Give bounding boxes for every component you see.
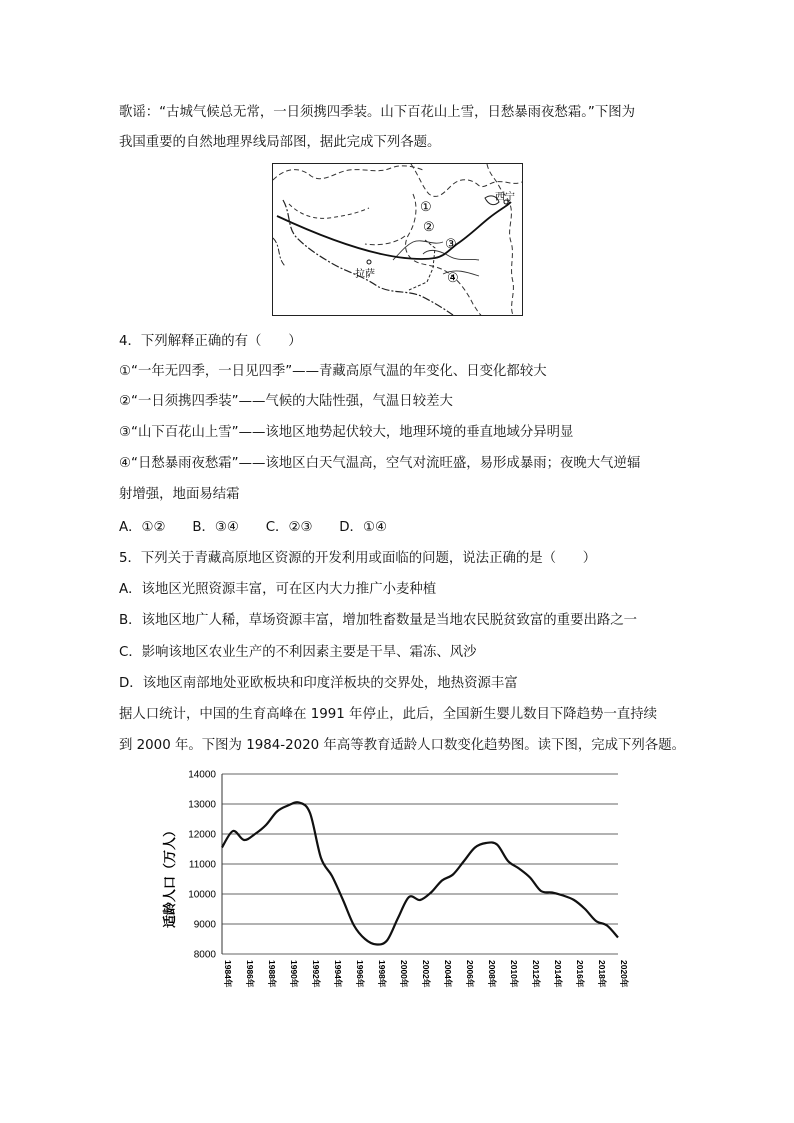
y-tick-label: 13000 bbox=[188, 799, 216, 811]
marker-2: ② bbox=[423, 219, 435, 234]
x-tick-label: 2014年 bbox=[553, 960, 563, 988]
x-tick-label: 2008年 bbox=[487, 960, 497, 988]
intro-line-2: 我国重要的自然地理界线局部图，据此完成下列各题。 bbox=[119, 135, 441, 150]
x-tick-label: 2020年 bbox=[619, 960, 629, 988]
x-tick-label: 2004年 bbox=[443, 960, 453, 988]
intro-line-1: 歌谣：“古城气候总无常，一日须携四季装。山下百花山上雪，日愁暴雨夜愁霜。”下图为 bbox=[119, 105, 636, 120]
y-tick-label: 10000 bbox=[188, 889, 216, 901]
q4-statement-4-cont: 射增强，地面易结霜 bbox=[119, 487, 240, 502]
x-tick-label: 1984年 bbox=[223, 960, 233, 988]
x-tick-label: 2006年 bbox=[465, 960, 475, 988]
chart-svg bbox=[160, 764, 630, 1004]
x-tick-label: 2012年 bbox=[531, 960, 541, 988]
q5-stem: 5．下列关于青藏高原地区资源的开发利用或面临的问题，说法正确的是（ ） bbox=[119, 551, 597, 566]
intro2-line-2: 到 2000 年。下图为 1984-2020 年高等教育适龄人口数变化趋势图。读下图，完成下列各题。 bbox=[119, 738, 685, 753]
x-tick-label: 2000年 bbox=[399, 960, 409, 988]
lhasa-dot bbox=[367, 260, 371, 264]
city-xining: 西宁 bbox=[495, 192, 515, 203]
q5-option-a: A．该地区光照资源丰富，可在区内大力推广小麦种植 bbox=[119, 582, 437, 597]
y-tick-label: 12000 bbox=[188, 829, 216, 841]
population-chart bbox=[160, 764, 630, 1004]
x-tick-label: 2016年 bbox=[575, 960, 585, 988]
border-line bbox=[273, 166, 423, 180]
series-line bbox=[222, 802, 618, 944]
country-border bbox=[273, 238, 285, 266]
x-tick-label: 1992年 bbox=[311, 960, 321, 988]
x-tick-label: 1996年 bbox=[355, 960, 365, 988]
q4-statement-1: ①“一年无四季，一日见四季”——青藏高原气温的年变化、日变化都较大 bbox=[119, 364, 547, 379]
x-tick-label: 1990年 bbox=[289, 960, 299, 988]
map-drawing bbox=[273, 164, 522, 315]
q4-options: A．①② B．③④ C．②③ D．①④ bbox=[119, 520, 387, 535]
q5-option-d: D．该地区南部地处亚欧板块和印度洋板块的交界处，地热资源丰富 bbox=[119, 676, 518, 691]
marker-1: ① bbox=[420, 199, 432, 214]
x-tick-label: 1994年 bbox=[333, 960, 343, 988]
q4-stem: 4．下列解释正确的有（ ） bbox=[119, 334, 302, 349]
marker-4: ④ bbox=[447, 270, 459, 285]
city-lhasa: 拉萨 bbox=[355, 269, 375, 280]
dashed-route bbox=[409, 240, 435, 290]
country-border bbox=[283, 200, 453, 315]
border-line bbox=[289, 204, 369, 218]
x-tick-label: 1998年 bbox=[377, 960, 387, 988]
border-line bbox=[487, 164, 513, 315]
x-tick-label: 2018年 bbox=[597, 960, 607, 988]
q4-statement-3: ③“山下百花山上雪”——该地区地势起伏较大，地理环境的垂直地域分异明显 bbox=[119, 425, 574, 440]
border-line bbox=[365, 236, 405, 245]
x-tick-label: 2010年 bbox=[509, 960, 519, 988]
marker-3: ③ bbox=[445, 236, 457, 251]
boundary-map bbox=[272, 163, 523, 316]
q4-statement-2: ②“一日须携四季装”——气候的大陆性强，气温日较差大 bbox=[119, 394, 453, 409]
x-tick-label: 2002年 bbox=[421, 960, 431, 988]
y-axis-label: 适龄人口（万人） bbox=[162, 823, 177, 929]
intro2-line-1: 据人口统计，中国的生育高峰在 1991 年停止，此后，全国新生婴儿数目下降趋势一直持续 bbox=[119, 707, 658, 722]
y-tick-label: 11000 bbox=[188, 859, 216, 871]
q5-option-c: C．影响该地区农业生产的不利因素主要是干旱、霜冻、风沙 bbox=[119, 645, 477, 660]
y-tick-label: 14000 bbox=[188, 769, 216, 781]
q5-option-b: B．该地区地广人稀，草场资源丰富，增加牲畜数量是当地农民脱贫致富的重要出路之一 bbox=[119, 613, 638, 628]
x-tick-label: 1986年 bbox=[245, 960, 255, 988]
x-tick-label: 1988年 bbox=[267, 960, 277, 988]
q4-statement-4: ④“日愁暴雨夜愁霜”——该地区白天气温高，空气对流旺盛，易形成暴雨；夜晚大气逆辐 bbox=[119, 456, 641, 471]
y-tick-label: 8000 bbox=[193, 949, 216, 961]
y-tick-label: 9000 bbox=[193, 919, 216, 931]
